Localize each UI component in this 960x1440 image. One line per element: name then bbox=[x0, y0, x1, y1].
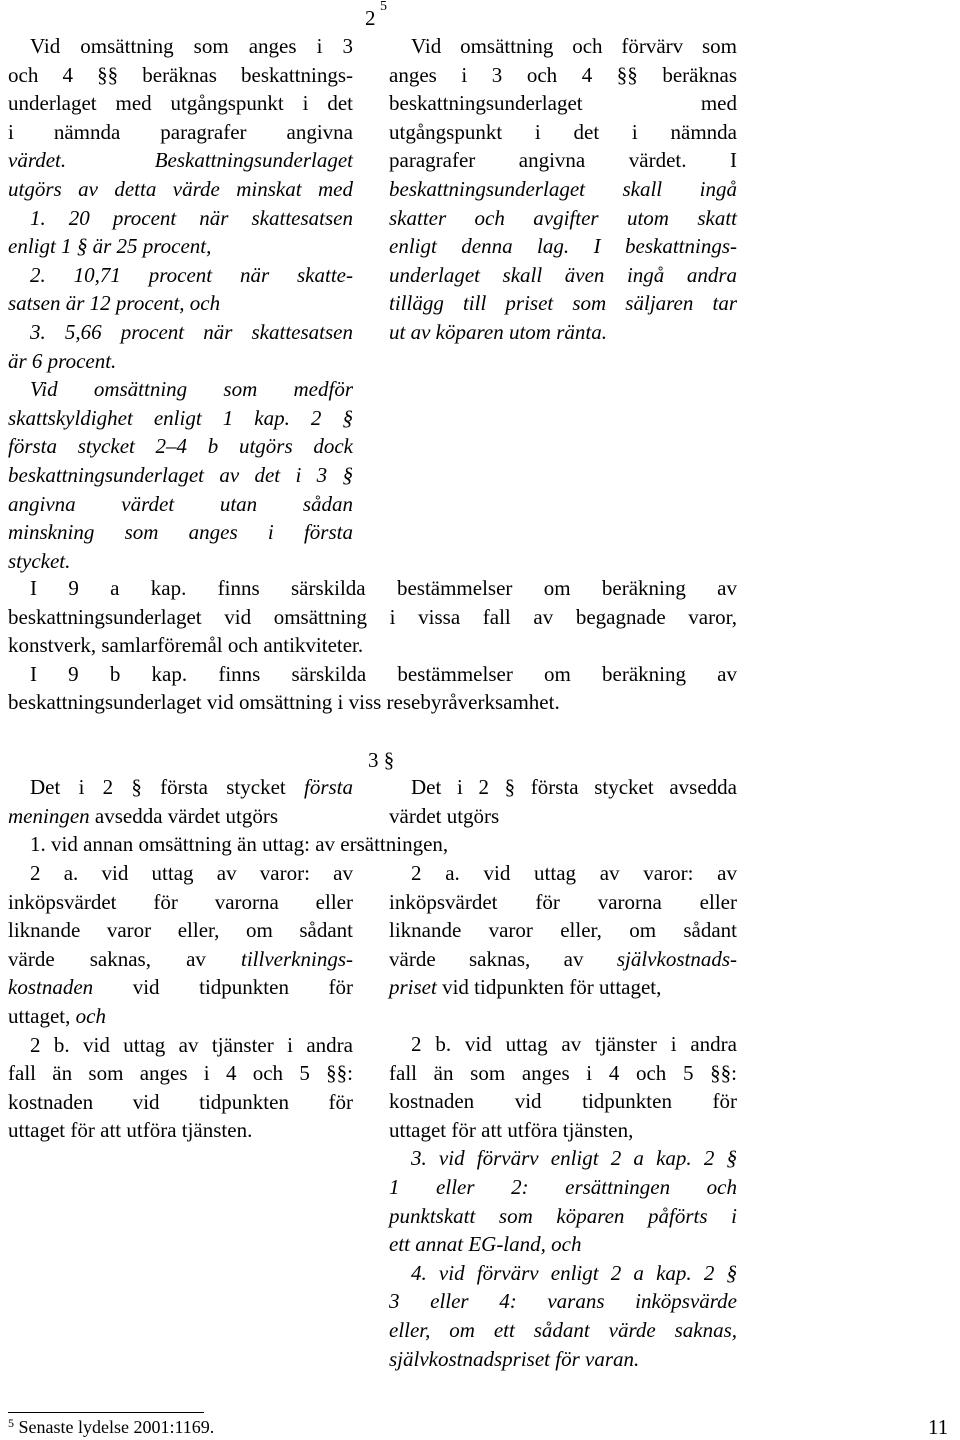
text-line: inköpsvärdet för varorna eller bbox=[8, 889, 353, 914]
text-line: 1. 20 procent när skattesatsen bbox=[30, 205, 353, 230]
text-line: värde saknas, av självkostnads- bbox=[389, 946, 737, 971]
footnote-text: Senaste lydelse 2001:1169. bbox=[18, 1417, 215, 1437]
text-line: kostnaden vid tidpunkten för bbox=[8, 1089, 353, 1114]
text-line: 2 b. vid uttag av tjänster i andra bbox=[411, 1032, 737, 1056]
text-line: inköpsvärdet för varorna eller bbox=[389, 889, 737, 914]
text-line: 4. vid förvärv enligt 2 a kap. 2 § bbox=[411, 1260, 737, 1285]
text-line: Vid omsättning som anges i 3 bbox=[30, 34, 353, 58]
text-line: och 4 §§ beräknas beskattnings- bbox=[8, 62, 353, 87]
footnote-marker: 5 bbox=[8, 1416, 14, 1430]
footnote bbox=[8, 1415, 214, 1439]
left-column-sec2 bbox=[8, 32, 353, 575]
text-line: Det i 2 § första stycket första bbox=[30, 775, 353, 799]
text-line: uttaget för att utföra tjänsten, bbox=[389, 1117, 634, 1142]
text-line: 2 b. vid uttag av tjänster i andra bbox=[30, 1032, 353, 1057]
text-line: I 9 b kap. finns särskilda bestämmelser om beräkning av bbox=[30, 661, 737, 686]
text-line: Vid omsättning som medför bbox=[30, 377, 353, 402]
text-line: utgörs av detta värde minskat med bbox=[8, 176, 353, 201]
text-line: eller, om ett sådant värde saknas, bbox=[389, 1317, 737, 1342]
text-line: 1 eller 2: ersättningen och bbox=[389, 1174, 737, 1199]
section-3-number: 3 § bbox=[368, 748, 395, 772]
text-line: första stycket 2–4 b utgörs dock bbox=[8, 434, 353, 459]
text-line: ett annat EG-land, och bbox=[389, 1232, 582, 1257]
text-line: självkostnadspriset för varan. bbox=[389, 1346, 640, 1371]
text-line: kostnaden vid tidpunkten för bbox=[8, 975, 353, 1000]
text-line: I 9 a kap. finns särskilda bestämmelser om beräkning av bbox=[30, 576, 737, 600]
text-line: priset vid tidpunkten för uttaget, bbox=[389, 975, 662, 1000]
text-line: 1. vid annan omsättning än uttag: av ersättningen, bbox=[30, 832, 449, 856]
text-line: satsen är 12 procent, och bbox=[8, 291, 221, 316]
text-line: liknande varor eller, om sådant bbox=[389, 918, 737, 943]
text-line: 3. 5,66 procent när skattesatsen bbox=[30, 319, 353, 344]
text-line: punktskatt som köparen påförts i bbox=[389, 1203, 737, 1228]
text-line: i nämnda paragrafer angivna bbox=[8, 119, 353, 144]
text-line: 2 a. vid uttag av varor: av bbox=[30, 861, 353, 885]
left-column-sec3-intro bbox=[8, 773, 353, 830]
text-line: paragrafer angivna värdet. I bbox=[389, 148, 737, 173]
text-line: fall än som anges i 4 och 5 §§: bbox=[389, 1060, 737, 1085]
text-line: minskning som anges i första bbox=[8, 520, 353, 545]
text-line: angivna värdet utan sådan bbox=[8, 491, 353, 516]
text-line: fall än som anges i 4 och 5 §§: bbox=[8, 1061, 353, 1086]
section-2-footnote-ref: 5 bbox=[380, 0, 387, 14]
text-line: utgångspunkt i det i nämnda bbox=[389, 119, 737, 144]
section-2-number: 2 bbox=[365, 6, 376, 30]
right-column-sec2 bbox=[389, 32, 737, 347]
text-line: liknande varor eller, om sådant bbox=[8, 918, 353, 943]
full-width-text bbox=[8, 574, 737, 717]
text-line: stycket. bbox=[8, 548, 71, 573]
text-line: beskattningsunderlaget av det i 3 § bbox=[8, 462, 353, 487]
text-line: skattskyldighet enligt 1 kap. 2 § bbox=[8, 405, 353, 430]
text-line: värdet utgörs bbox=[389, 803, 500, 828]
right-column-sec3-items bbox=[389, 859, 737, 1002]
text-line: Det i 2 § första stycket avsedda bbox=[411, 775, 737, 799]
text-line: Vid omsättning och förvärv som bbox=[411, 34, 737, 58]
text-line: tillägg till priset som säljaren tar bbox=[389, 291, 737, 316]
text-line: underlaget skall även ingå andra bbox=[389, 262, 737, 287]
text-line: värdet. Beskattningsunderlaget bbox=[8, 148, 353, 173]
right-column-sec3-intro bbox=[389, 773, 737, 830]
text-line: 2 a. vid uttag av varor: av bbox=[411, 861, 737, 885]
text-line: beskattningsunderlaget med bbox=[389, 91, 737, 116]
right-column-sec3-item2b bbox=[389, 1030, 737, 1373]
text-line: meningen avsedda värdet utgörs bbox=[8, 803, 279, 828]
footnote-divider bbox=[8, 1412, 204, 1413]
page-number: 11 bbox=[928, 1415, 949, 1439]
text-line: värde saknas, av tillverknings- bbox=[8, 946, 353, 971]
text-line: beskattningsunderlaget skall ingå bbox=[389, 176, 737, 201]
text-line: 3 eller 4: varans inköpsvärde bbox=[389, 1289, 737, 1314]
text-line: uttaget för att utföra tjänsten. bbox=[8, 1118, 253, 1143]
text-line: enligt denna lag. I beskattnings- bbox=[389, 234, 737, 259]
text-line: underlaget med utgångspunkt i det bbox=[8, 91, 353, 116]
text-line: kostnaden vid tidpunkten för bbox=[389, 1089, 737, 1114]
text-line: ut av köparen utom ränta. bbox=[389, 319, 607, 344]
text-line: konstverk, samlarföremål och antikviteter. bbox=[8, 633, 364, 658]
text-line: beskattningsunderlaget vid omsättning i viss resebyråverksamhet. bbox=[8, 690, 560, 715]
text-line: 2. 10,71 procent när skatte- bbox=[30, 262, 353, 287]
text-line: anges i 3 och 4 §§ beräknas bbox=[389, 62, 737, 87]
item-1-line bbox=[8, 830, 748, 859]
text-line: uttaget, och bbox=[8, 1003, 106, 1028]
left-column-sec3-items bbox=[8, 859, 353, 1145]
text-line: enligt 1 § är 25 procent, bbox=[8, 234, 212, 259]
text-line: beskattningsunderlaget vid omsättning i vissa fall av begagnade varor, bbox=[8, 604, 737, 629]
text-line: 3. vid förvärv enligt 2 a kap. 2 § bbox=[411, 1146, 737, 1171]
text-line: är 6 procent. bbox=[8, 348, 117, 373]
text-line: skatter och avgifter utom skatt bbox=[389, 205, 737, 230]
